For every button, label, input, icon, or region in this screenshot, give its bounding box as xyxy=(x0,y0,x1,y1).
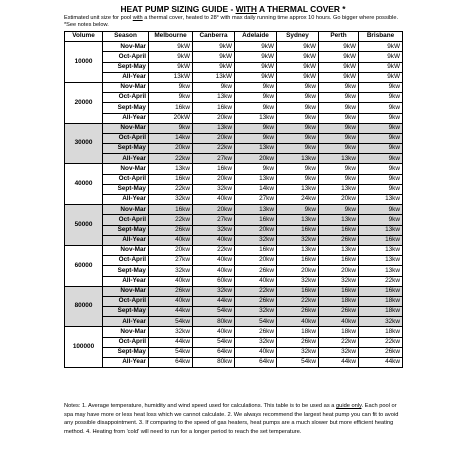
volume-cell: 20000 xyxy=(65,82,103,123)
table-row xyxy=(65,358,403,368)
table-row xyxy=(65,164,403,174)
size-cell: 40kw xyxy=(235,347,277,357)
size-cell: 13kW xyxy=(193,72,235,82)
size-cell: 9kw xyxy=(277,205,319,215)
size-cell: 64kw xyxy=(235,358,277,368)
size-cell: 40kw xyxy=(193,256,235,266)
size-cell: 26kw xyxy=(277,337,319,347)
table-row xyxy=(65,52,403,62)
size-cell: 20kw xyxy=(277,266,319,276)
size-cell: 16kw xyxy=(193,103,235,113)
size-cell: 9kw xyxy=(359,82,403,92)
season-cell: Sept-May xyxy=(103,266,149,276)
table-row xyxy=(65,123,403,133)
header-row xyxy=(65,32,403,42)
size-cell: 9kw xyxy=(277,82,319,92)
table-row xyxy=(65,256,403,266)
size-cell: 32kw xyxy=(235,307,277,317)
size-cell: 26kw xyxy=(319,307,359,317)
season-cell: Nov-Mar xyxy=(103,82,149,92)
size-cell: 22kw xyxy=(149,215,193,225)
size-cell: 16kw xyxy=(149,103,193,113)
size-cell: 40kw xyxy=(193,266,235,276)
size-cell: 9kW xyxy=(193,42,235,52)
season-cell: Sept-May xyxy=(103,62,149,72)
table-row xyxy=(65,133,403,143)
season-cell: All-Year xyxy=(103,154,149,164)
size-cell: 13kw xyxy=(277,154,319,164)
size-cell: 18kw xyxy=(319,296,359,306)
size-cell: 27kw xyxy=(193,154,235,164)
season-cell: Sept-May xyxy=(103,225,149,235)
column-header-volume: Volume xyxy=(65,32,103,42)
size-cell: 40kw xyxy=(149,235,193,245)
size-cell: 18kw xyxy=(359,327,403,337)
size-cell: 40kw xyxy=(319,317,359,327)
season-cell: Nov-Mar xyxy=(103,164,149,174)
column-header-season: Season xyxy=(103,32,149,42)
size-cell: 54kw xyxy=(149,347,193,357)
size-cell: 60kw xyxy=(193,276,235,286)
size-cell: 18kw xyxy=(359,296,403,306)
size-cell: 13kw xyxy=(235,113,277,123)
column-header-adelaide: Adelaide xyxy=(235,32,277,42)
table-row xyxy=(65,154,403,164)
season-cell: Sept-May xyxy=(103,347,149,357)
size-cell: 9kw xyxy=(359,123,403,133)
size-cell: 64kw xyxy=(149,358,193,368)
size-cell: 32kw xyxy=(277,276,319,286)
size-cell: 13kw xyxy=(277,245,319,255)
size-cell: 9kW xyxy=(359,42,403,52)
table-row xyxy=(65,72,403,82)
size-cell: 13kW xyxy=(149,72,193,82)
column-header-brisbane: Brisbane xyxy=(359,32,403,42)
size-cell: 40kw xyxy=(235,276,277,286)
notes-part-b: . Each pool or spa may have more or less heat loss which we cannot calculate. 2. We always recommend the largest heat pump you can fit to avoid any possible disappointment. 3. If comparing to the speed of gas heaters, heat pumps are a much slower but more efficient heating method. 4. Heating from 'cold' will need to run for a longer period to reach the set temperature. xyxy=(64,403,399,436)
size-cell: 22kw xyxy=(359,337,403,347)
size-cell: 16kw xyxy=(149,205,193,215)
size-cell: 27kw xyxy=(235,195,277,205)
size-cell: 20kw xyxy=(193,205,235,215)
table-row xyxy=(65,337,403,347)
size-cell: 13kw xyxy=(277,184,319,194)
season-cell: Oct-April xyxy=(103,52,149,62)
size-cell: 9kw xyxy=(319,123,359,133)
size-cell: 9kW xyxy=(235,42,277,52)
size-cell: 40kw xyxy=(193,327,235,337)
table-row xyxy=(65,215,403,225)
size-cell: 9kW xyxy=(277,42,319,52)
size-cell: 16kw xyxy=(359,235,403,245)
size-cell: 9kW xyxy=(235,72,277,82)
size-cell: 13kw xyxy=(359,245,403,255)
size-cell: 9kw xyxy=(149,123,193,133)
size-cell: 13kw xyxy=(359,266,403,276)
size-cell: 9kw xyxy=(235,123,277,133)
size-cell: 44kw xyxy=(319,358,359,368)
size-cell: 20kw xyxy=(319,195,359,205)
size-cell: 40kw xyxy=(193,235,235,245)
size-cell: 13kw xyxy=(319,245,359,255)
size-cell: 9kW xyxy=(235,52,277,62)
size-cell: 9kW xyxy=(277,72,319,82)
size-cell: 16kw xyxy=(277,225,319,235)
size-cell: 18kw xyxy=(319,327,359,337)
table-row xyxy=(65,103,403,113)
size-cell: 44kw xyxy=(193,296,235,306)
size-cell: 20kw xyxy=(235,256,277,266)
size-cell: 9kw xyxy=(359,144,403,154)
size-cell: 13kw xyxy=(235,174,277,184)
size-cell: 32kw xyxy=(277,347,319,357)
title-underlined: WITH xyxy=(235,4,257,14)
size-cell: 9kW xyxy=(193,52,235,62)
size-cell: 20kw xyxy=(193,113,235,123)
column-header-canberra: Canberra xyxy=(193,32,235,42)
volume-cell: 50000 xyxy=(65,205,103,246)
title-prefix: HEAT PUMP SIZING GUIDE - xyxy=(120,4,236,14)
size-cell: 9kw xyxy=(319,144,359,154)
size-cell: 9kw xyxy=(359,164,403,174)
season-cell: All-Year xyxy=(103,195,149,205)
table-row xyxy=(65,347,403,357)
size-cell: 22kw xyxy=(149,184,193,194)
size-cell: 16kw xyxy=(319,286,359,296)
season-cell: Sept-May xyxy=(103,103,149,113)
size-cell: 9kw xyxy=(235,93,277,103)
size-cell: 40kw xyxy=(149,296,193,306)
size-cell: 9kw xyxy=(277,103,319,113)
size-cell: 9kW xyxy=(319,52,359,62)
table-row xyxy=(65,317,403,327)
size-cell: 27kw xyxy=(193,215,235,225)
size-cell: 13kw xyxy=(193,93,235,103)
size-cell: 9kw xyxy=(319,174,359,184)
size-cell: 13kw xyxy=(359,195,403,205)
size-cell: 40kw xyxy=(277,317,319,327)
size-cell: 9kw xyxy=(319,113,359,123)
table-row xyxy=(65,113,403,123)
size-cell: 9kw xyxy=(277,93,319,103)
season-cell: All-Year xyxy=(103,113,149,123)
size-cell: 9kw xyxy=(319,82,359,92)
size-cell: 20kw xyxy=(193,133,235,143)
size-cell: 22kw xyxy=(235,286,277,296)
season-cell: All-Year xyxy=(103,72,149,82)
size-cell: 26kw xyxy=(359,347,403,357)
size-cell: 27kw xyxy=(149,256,193,266)
size-cell: 44kw xyxy=(149,307,193,317)
size-cell: 13kw xyxy=(319,184,359,194)
table-row xyxy=(65,62,403,72)
column-header-melbourne: Melbourne xyxy=(149,32,193,42)
season-cell: Nov-Mar xyxy=(103,42,149,52)
size-cell: 9kw xyxy=(277,133,319,143)
size-cell: 9kW xyxy=(319,42,359,52)
season-cell: Nov-Mar xyxy=(103,286,149,296)
size-cell: 32kw xyxy=(235,337,277,347)
volume-cell: 30000 xyxy=(65,123,103,164)
notes-text xyxy=(64,402,402,437)
size-cell: 26kw xyxy=(149,225,193,235)
table-row xyxy=(65,184,403,194)
season-cell: Nov-Mar xyxy=(103,123,149,133)
size-cell: 32kw xyxy=(319,276,359,286)
size-cell: 54kw xyxy=(277,358,319,368)
size-cell: 9kw xyxy=(277,144,319,154)
table-row xyxy=(65,327,403,337)
size-cell: 9kw xyxy=(359,93,403,103)
size-cell: 9kW xyxy=(319,62,359,72)
size-cell: 9kw xyxy=(235,164,277,174)
size-cell: 9kw xyxy=(319,164,359,174)
table-row xyxy=(65,82,403,92)
size-cell: 26kw xyxy=(277,307,319,317)
size-cell: 22kw xyxy=(319,337,359,347)
table-row xyxy=(65,266,403,276)
size-cell: 9kw xyxy=(359,174,403,184)
size-cell: 14kw xyxy=(235,184,277,194)
size-cell: 9kw xyxy=(359,205,403,215)
season-cell: Oct-April xyxy=(103,133,149,143)
size-cell: 32kw xyxy=(193,184,235,194)
size-cell: 13kw xyxy=(149,164,193,174)
size-cell: 20kw xyxy=(193,174,235,184)
table-row xyxy=(65,144,403,154)
size-cell: 9kw xyxy=(277,123,319,133)
season-cell: Oct-April xyxy=(103,296,149,306)
size-cell: 16kw xyxy=(319,256,359,266)
volume-cell: 80000 xyxy=(65,286,103,327)
table-row xyxy=(65,195,403,205)
season-cell: Oct-April xyxy=(103,337,149,347)
season-cell: All-Year xyxy=(103,235,149,245)
volume-cell: 60000 xyxy=(65,245,103,286)
size-cell: 13kw xyxy=(235,144,277,154)
intro-text xyxy=(64,15,402,31)
intro-part-b: a thermal cover, heated to 28° with max daily running time approx 10 hours. Go bigger where possible. *See notes below. xyxy=(64,15,399,28)
size-cell: 26kw xyxy=(319,235,359,245)
size-cell: 32kw xyxy=(193,225,235,235)
size-cell: 9kW xyxy=(149,52,193,62)
size-cell: 54kw xyxy=(193,307,235,317)
size-cell: 16kw xyxy=(193,164,235,174)
size-cell: 9kw xyxy=(319,93,359,103)
size-cell: 9kw xyxy=(359,113,403,123)
season-cell: All-Year xyxy=(103,358,149,368)
size-cell: 16kw xyxy=(235,215,277,225)
season-cell: Oct-April xyxy=(103,174,149,184)
size-cell: 9kW xyxy=(359,62,403,72)
size-cell: 26kw xyxy=(235,327,277,337)
size-cell: 24kw xyxy=(277,195,319,205)
size-cell: 32kw xyxy=(235,235,277,245)
season-cell: All-Year xyxy=(103,276,149,286)
season-cell: Oct-April xyxy=(103,215,149,225)
volume-cell: 100000 xyxy=(65,327,103,368)
size-cell: 9kw xyxy=(359,154,403,164)
size-cell: 16kw xyxy=(149,174,193,184)
notes-part-a: Notes: 1. Average temperature, humidity and wind speed used for calculations. This table is to be used as a xyxy=(64,403,336,409)
table-row xyxy=(65,276,403,286)
size-cell: 80kw xyxy=(193,317,235,327)
season-cell: Nov-Mar xyxy=(103,245,149,255)
notes-underlined: guide only xyxy=(336,403,362,409)
size-cell: 9kw xyxy=(277,164,319,174)
intro-underlined: with xyxy=(132,15,143,21)
size-cell: 16kw xyxy=(359,286,403,296)
size-cell: 22kw xyxy=(193,245,235,255)
size-cell: 32kw xyxy=(319,347,359,357)
size-cell: 20kW xyxy=(149,113,193,123)
table-row xyxy=(65,225,403,235)
size-cell: 9kw xyxy=(149,82,193,92)
season-cell: All-Year xyxy=(103,317,149,327)
size-cell: 9kw xyxy=(359,133,403,143)
size-cell: 9kw xyxy=(193,82,235,92)
size-cell: 26kw xyxy=(235,296,277,306)
size-cell: 9kw xyxy=(319,205,359,215)
size-cell: 54kw xyxy=(149,317,193,327)
size-cell: 22kw xyxy=(193,144,235,154)
sizing-guide-page xyxy=(64,4,402,368)
size-cell: 9kw xyxy=(319,133,359,143)
size-cell: 13kw xyxy=(319,154,359,164)
size-cell: 18kw xyxy=(277,327,319,337)
size-cell: 13kw xyxy=(235,205,277,215)
size-cell: 9kW xyxy=(149,62,193,72)
size-cell: 13kw xyxy=(319,215,359,225)
size-cell: 32kw xyxy=(277,235,319,245)
page-title xyxy=(64,4,402,15)
size-cell: 64kw xyxy=(193,347,235,357)
column-header-sydney: Sydney xyxy=(277,32,319,42)
table-row xyxy=(65,307,403,317)
size-cell: 22kw xyxy=(277,296,319,306)
table-row xyxy=(65,93,403,103)
column-header-perth: Perth xyxy=(319,32,359,42)
size-cell: 14kw xyxy=(149,133,193,143)
season-cell: Oct-April xyxy=(103,93,149,103)
table-row xyxy=(65,245,403,255)
size-cell: 9kW xyxy=(193,62,235,72)
volume-cell: 40000 xyxy=(65,164,103,205)
size-cell: 9kw xyxy=(319,103,359,113)
size-cell: 20kw xyxy=(149,144,193,154)
size-cell: 13kw xyxy=(277,215,319,225)
size-cell: 16kw xyxy=(277,256,319,266)
season-cell: Sept-May xyxy=(103,144,149,154)
size-cell: 32kw xyxy=(149,327,193,337)
size-cell: 9kW xyxy=(277,62,319,72)
table-row xyxy=(65,296,403,306)
size-cell: 9kw xyxy=(149,93,193,103)
size-cell: 9kw xyxy=(277,113,319,123)
table-row xyxy=(65,174,403,184)
size-cell: 9kW xyxy=(359,52,403,62)
size-cell: 20kw xyxy=(235,154,277,164)
season-cell: Nov-Mar xyxy=(103,327,149,337)
size-cell: 9kW xyxy=(277,52,319,62)
size-cell: 9kw xyxy=(235,133,277,143)
size-cell: 13kw xyxy=(193,123,235,133)
size-cell: 9kw xyxy=(359,215,403,225)
size-cell: 13kw xyxy=(359,256,403,266)
table-body xyxy=(65,42,403,368)
sizing-table xyxy=(64,31,403,368)
size-cell: 16kw xyxy=(319,225,359,235)
size-cell: 32kw xyxy=(149,195,193,205)
season-cell: Oct-April xyxy=(103,256,149,266)
size-cell: 9kW xyxy=(235,62,277,72)
size-cell: 22kw xyxy=(149,154,193,164)
size-cell: 9kW xyxy=(149,42,193,52)
size-cell: 54kw xyxy=(193,337,235,347)
size-cell: 32kw xyxy=(193,286,235,296)
size-cell: 9kW xyxy=(359,72,403,82)
size-cell: 44kw xyxy=(359,358,403,368)
size-cell: 9kw xyxy=(235,82,277,92)
size-cell: 22kw xyxy=(359,276,403,286)
size-cell: 16kw xyxy=(235,245,277,255)
size-cell: 9kw xyxy=(359,184,403,194)
table-row xyxy=(65,235,403,245)
season-cell: Nov-Mar xyxy=(103,205,149,215)
size-cell: 44kw xyxy=(149,337,193,347)
size-cell: 9kw xyxy=(235,103,277,113)
size-cell: 20kw xyxy=(319,266,359,276)
size-cell: 32kw xyxy=(359,317,403,327)
size-cell: 80kw xyxy=(193,358,235,368)
size-cell: 9kw xyxy=(359,103,403,113)
volume-cell: 10000 xyxy=(65,42,103,83)
season-cell: Sept-May xyxy=(103,184,149,194)
size-cell: 13kw xyxy=(359,225,403,235)
size-cell: 26kw xyxy=(235,266,277,276)
table-row xyxy=(65,286,403,296)
size-cell: 54kw xyxy=(235,317,277,327)
size-cell: 20kw xyxy=(149,245,193,255)
intro-part-a: Estimated unit size for pool xyxy=(64,15,133,21)
table-row xyxy=(65,42,403,52)
season-cell: Sept-May xyxy=(103,307,149,317)
table-row xyxy=(65,205,403,215)
size-cell: 26kw xyxy=(149,286,193,296)
size-cell: 40kw xyxy=(149,276,193,286)
size-cell: 9kw xyxy=(277,174,319,184)
size-cell: 32kw xyxy=(149,266,193,276)
size-cell: 20kw xyxy=(235,225,277,235)
size-cell: 18kw xyxy=(359,307,403,317)
title-suffix: A THERMAL COVER * xyxy=(256,4,346,14)
size-cell: 16kw xyxy=(277,286,319,296)
size-cell: 40kw xyxy=(193,195,235,205)
size-cell: 9kW xyxy=(319,72,359,82)
